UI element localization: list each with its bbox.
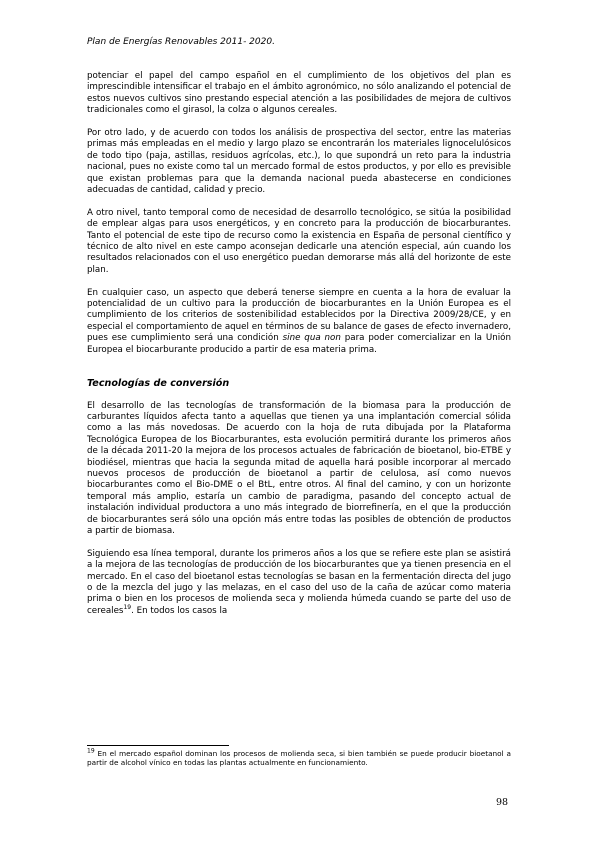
body-text bbox=[87, 71, 511, 629]
footnote-divider bbox=[87, 745, 229, 746]
paragraph-6-part-b: . En todos los casos la bbox=[131, 605, 228, 616]
paragraph-6 bbox=[87, 549, 511, 617]
paragraph-4-part-a: En cualquier caso, un aspecto que deberá tenerse siempre en cuenta a la hora de evaluar la potencialidad de un cultivo para la producción de biocarburantes en la Unión Europea es el cumplimiento de los criterios de sostenibilidad establecidos por la Directiva 2009/28/CE, y en especial el comportamiento de aquel en términos de su balance de gases de efecto invernadero, pues ese cumplimiento será una condición bbox=[87, 287, 511, 344]
paragraph-4-part-b: para poder comercializar en la Unión Europea el biocarburante producido a partir de esa materia prima. bbox=[87, 333, 511, 355]
paragraph-5: El desarrollo de las tecnologías de transformación de la biomasa para la producción de carburantes líquidos afecta tanto a aquellas que tienen ya una implantación comercial sólida como a las más novedosas. De acuerdo con la hoja de ruta dibujada por la Plataforma Tecnológica Europea de los Biocarburantes, esta evolución permitirá durante los primeros años de la década 2011-20 la mejora de los procesos actuales de fabricación de bioetanol, bio-ETBE y biodiésel, mientras que hacia la segunda mitad de aquella hará posible incorporar al mercado nuevos procesos de producción de bioetanol a partir de celulosa, así como nuevos biocarburantes como el Bio-DME o el BtL, entre otros. Al final del camino, y con un horizonte temporal más amplio, estaría un cambio de paradigma, pasando del concepto actual de instalación individual productora a uno más integrado de biorrefinería, en el que la producción de biocarburantes será sólo una opción más entre todas las posibles de obtención de productos a partir de biomasa. bbox=[87, 400, 511, 536]
paragraph-4 bbox=[87, 288, 511, 356]
running-header: Plan de Energías Renovables 2011- 2020. bbox=[87, 37, 275, 47]
paragraph-2: Por otro lado, y de acuerdo con todos los análisis de prospectiva del sector, entre las materias primas más empleadas en el medio y largo plazo se encontrarán los materiales lignocelulósicos de todo tipo (paja, astillas, residuos agrícolas, etc.), lo que supondrá un reto para la industria nacional, pues no existe como tal un mercado formal de estos productos, y por ello es previsible que existan problemas para que la demanda nacional pueda abastecerse en condiciones adecuadas de cantidad, calidad y precio. bbox=[87, 128, 511, 196]
page-number: 98 bbox=[496, 797, 509, 808]
footnote bbox=[87, 749, 511, 768]
section-heading: Tecnologías de conversión bbox=[87, 378, 230, 390]
footnote-reference[interactable]: 19 bbox=[123, 603, 132, 611]
paragraph-3: A otro nivel, tanto temporal como de necesidad de desarrollo tecnológico, se sitúa la posibilidad de emplear algas para usos energéticos, y en concreto para la producción de biocarburantes. Tanto el potencial de este tipo de recurso como la existencia en España de personal científico y técnico de alto nivel en este campo aconsejan dedicarle una atención especial, aún cuando los resultados relacionados con el uso energético puedan demorarse más allá del horizonte de este plan. bbox=[87, 207, 511, 275]
footnote-text: En el mercado español dominan los procesos de molienda seca, si bien también se puede producir bioetanol a partir de alcohol vínico en todas las plantas actualmente en funcionamiento. bbox=[87, 749, 511, 768]
paragraph-6-part-a: Siguiendo esa línea temporal, durante los primeros años a los que se refiere este plan se asistirá a la mejora de las tecnologías de producción de los biocarburantes que ya tienen presencia en el mercado. En el caso del bioetanol estas tecnologías se basan en la fermentación directa del jugo o de la mezcla del jugo y las melazas, en el caso del uso de la caña de azúcar como materia prima o bien en los procesos de molienda seca y molienda húmeda cuando se parte del uso de cereales bbox=[87, 548, 511, 616]
latin-phrase: sine qua non bbox=[282, 333, 341, 344]
footnote-number: 19 bbox=[87, 747, 95, 755]
paragraph-1: potenciar el papel del campo español en el cumplimiento de los objetivos del plan es imprescindible intensificar el trabajo en el ámbito agronómico, no sólo analizando el potencial de estos nuevos cultivos sino prestando especial atención a las posibilidades de mejora de cultivos tradicionales como el girasol, la colza o algunos cereales. bbox=[87, 71, 511, 116]
